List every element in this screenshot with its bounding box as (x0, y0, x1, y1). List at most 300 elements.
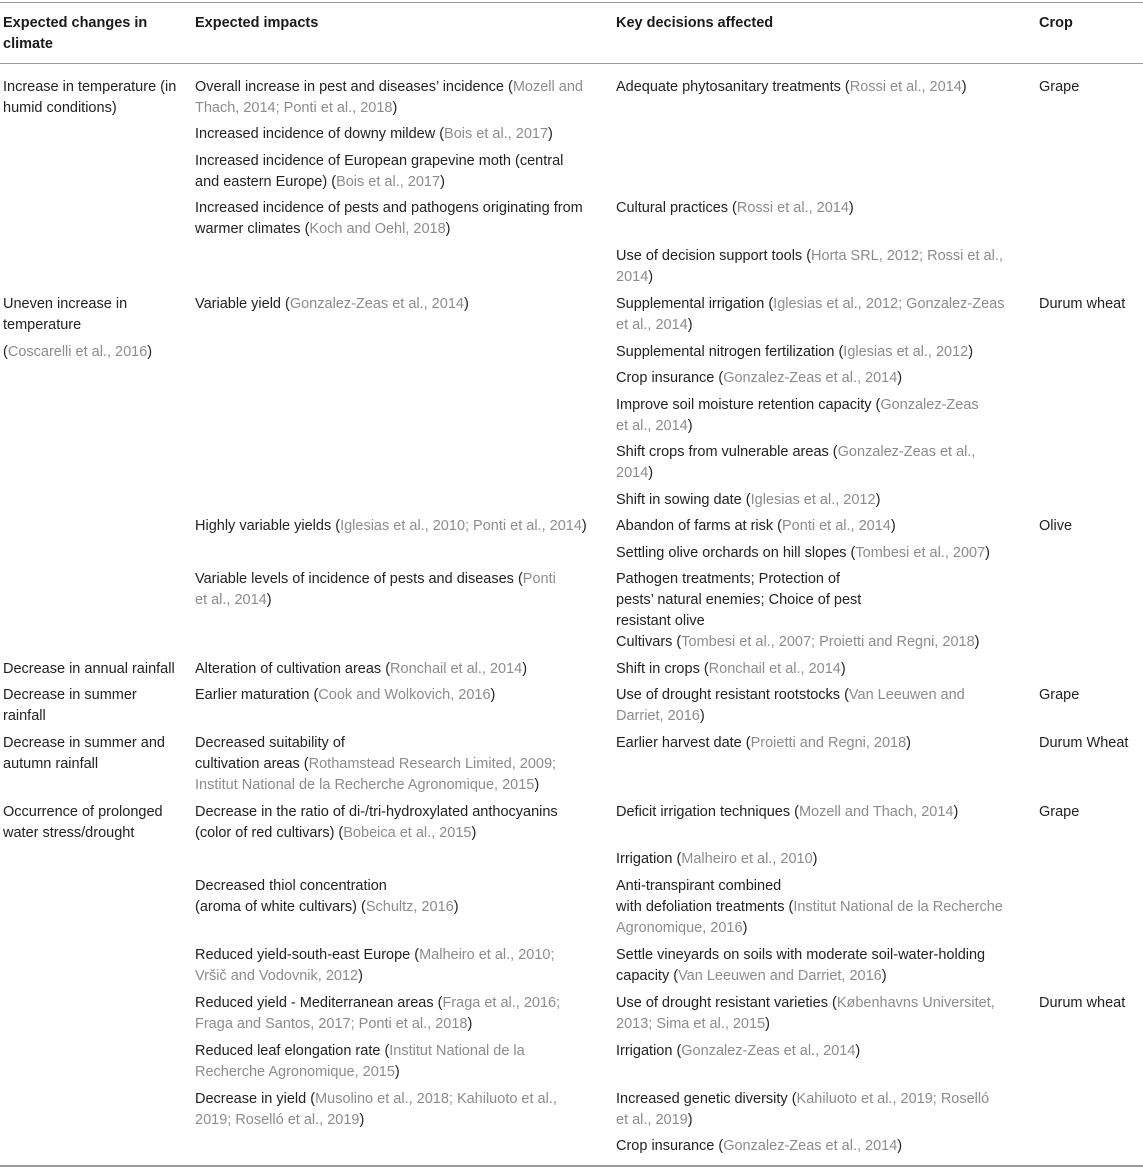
cell-text: Decrease in yield ( (195, 1091, 316, 1107)
cell-text: Highly variable yields ( (195, 518, 341, 534)
expected-change-cell (3, 685, 137, 727)
reference-link[interactable]: 2019; Roselló et al., 2019 (195, 1112, 360, 1128)
cell-line (616, 876, 1003, 897)
table-top-rule (0, 2, 1143, 3)
reference-link[interactable]: Ponti et al., 2014 (782, 518, 891, 534)
cell-line (1039, 802, 1079, 823)
cell-text: ) (840, 661, 846, 677)
cell-line (195, 198, 583, 219)
reference-link[interactable]: Gonzalez-Zeas et al., 2014 (681, 1043, 856, 1059)
cell-text: Crop insurance ( (616, 1138, 724, 1154)
cell-line (616, 993, 995, 1014)
key-decision-cell (616, 733, 911, 754)
reference-link[interactable]: Ponti (522, 571, 556, 587)
reference-link[interactable]: Kahiluoto et al., 2019; Roselló (796, 1091, 990, 1107)
cell-text: Crop insurance ( (616, 370, 724, 386)
cell-line (195, 876, 459, 897)
cell-text: ) (985, 545, 990, 561)
cell-line (195, 802, 558, 823)
cell-line (616, 77, 967, 98)
cell-text: ) (974, 634, 980, 650)
reference-link[interactable]: Mozell and Thach, 2014 (798, 804, 954, 820)
cell-text: ) (890, 518, 896, 534)
cell-line (1039, 516, 1072, 537)
cell-text: ) (394, 1064, 400, 1080)
cell-text: Increased genetic diversity ( (616, 1091, 797, 1107)
key-decision-cell (616, 802, 958, 823)
cell-line (195, 516, 587, 537)
reference-link[interactable]: Gonzalez-Zeas (880, 397, 979, 413)
expected-impact-cell (195, 516, 587, 537)
reference-link[interactable]: Fraga et al., 2016; (442, 995, 561, 1011)
reference-link[interactable]: Iglesias et al., 2010; Ponti et al., 2014 (340, 518, 582, 534)
cell-text: Use of drought resistant varieties ( (616, 995, 837, 1011)
cell-text: Supplemental nitrogen fertilization ( (616, 344, 844, 360)
cell-text: ) (147, 344, 153, 360)
reference-link[interactable]: Cook and Wolkovich, 2016 (318, 687, 491, 703)
key-decision-cell (616, 342, 973, 363)
cell-text: warmer climates ( (195, 221, 310, 237)
expected-impact-cell (195, 876, 459, 918)
cell-line (3, 98, 176, 119)
reference-link[interactable]: Københavns Universitet, (836, 995, 995, 1011)
expected-impact-cell (195, 124, 553, 145)
table-bottom-rule (0, 1165, 1143, 1167)
key-decision-cell (616, 395, 979, 437)
key-decision-cell (616, 77, 967, 98)
cell-line (195, 733, 556, 754)
reference-link[interactable]: Iglesias et al., 2012; Gonzalez-Zeas (773, 296, 1005, 312)
cell-line (3, 706, 137, 727)
cell-line (1039, 685, 1079, 706)
cell-text: Pathogen treatments; Protection of (616, 571, 841, 587)
cell-text: Variable levels of incidence of pests and diseases ( (195, 571, 523, 587)
cell-text: ) (471, 825, 477, 841)
cell-line (3, 823, 163, 844)
key-decision-cell (616, 659, 846, 680)
cell-text: Use of drought resistant rootstocks ( (616, 687, 849, 703)
cell-line (616, 442, 975, 463)
key-decision-cell (616, 246, 1003, 288)
cell-text: ) (467, 1016, 473, 1032)
cell-line (195, 897, 459, 918)
cell-line (616, 685, 965, 706)
cell-text: Decrease in summer and (3, 735, 165, 751)
cell-text: autumn rainfall (3, 756, 99, 772)
cell-text: Increase in temperature (in (3, 79, 177, 95)
cell-line (1039, 733, 1128, 754)
cell-text: Grape (1039, 79, 1080, 95)
reference-link[interactable]: 2014 (616, 465, 649, 481)
expected-impact-cell (195, 569, 556, 611)
expected-change-cell (3, 294, 127, 336)
reference-link[interactable]: Vršič and Vodovnik, 2012 (195, 968, 359, 984)
cell-line (195, 294, 469, 315)
cell-line (195, 1062, 525, 1083)
key-decision-cell (616, 1041, 860, 1062)
cell-line (1039, 294, 1125, 315)
cell-line (195, 219, 583, 240)
expected-impact-cell (195, 198, 583, 240)
cell-line (195, 124, 553, 145)
cell-text: ) (906, 735, 912, 751)
cell-text: Irrigation ( (616, 851, 682, 867)
cell-line (195, 945, 555, 966)
cell-line (616, 395, 979, 416)
cell-line (616, 590, 980, 611)
reference-link[interactable]: Van Leeuwen and Darriet, 2016 (678, 968, 882, 984)
cell-text: ) (875, 492, 881, 508)
cell-text: ) (812, 851, 818, 867)
cell-line (616, 267, 1003, 288)
cell-line (616, 342, 973, 363)
cell-line (616, 897, 1003, 918)
crop-cell (1039, 685, 1079, 706)
crop-cell (1039, 733, 1128, 754)
cell-text: ) (897, 1138, 903, 1154)
cell-text: Cultivars ( (616, 634, 682, 650)
cell-text: ) (699, 708, 705, 724)
cell-line (616, 543, 990, 564)
reference-link[interactable]: et al., 2014 (195, 592, 267, 608)
reference-link[interactable]: Ronchail et al., 2014 (708, 661, 841, 677)
cell-line (195, 569, 556, 590)
cell-text: ) (968, 344, 974, 360)
cell-line (616, 463, 975, 484)
cell-text: temperature (3, 317, 82, 333)
cell-text: Increased incidence of European grapevine moth (central (195, 153, 564, 169)
cell-text: ) (848, 200, 854, 216)
cell-text: Decreased thiol concentration (195, 878, 387, 894)
key-decision-cell (616, 1089, 989, 1131)
expected-change-cell (3, 342, 152, 363)
cell-text: Grape (1039, 687, 1080, 703)
cell-text: resistant olive (616, 613, 705, 629)
cell-line (195, 775, 556, 796)
cell-text: ) (453, 899, 459, 915)
cell-line (3, 659, 175, 680)
cell-line (616, 368, 902, 389)
expected-impact-cell (195, 151, 563, 193)
cell-text: Settling olive orchards on hill slopes ( (616, 545, 856, 561)
cell-text: ) (266, 592, 272, 608)
cell-text: Uneven increase in (3, 296, 128, 312)
reference-link[interactable]: Institut National de la Recherche (793, 899, 1003, 915)
expected-impact-cell (195, 802, 558, 844)
cell-text: Durum wheat (1039, 995, 1126, 1011)
cell-line (616, 294, 1005, 315)
reference-link[interactable]: Gonzalez-Zeas et al., 2014 (289, 296, 464, 312)
cell-line (195, 77, 583, 98)
cell-text: ) (581, 518, 587, 534)
expected-change-cell (3, 77, 176, 119)
reference-link[interactable]: Agronomique, 2016 (616, 920, 743, 936)
key-decision-cell (616, 516, 896, 537)
reference-link[interactable]: Iglesias et al., 2012 (750, 492, 876, 508)
reference-link[interactable]: Koch and Oehl, 2018 (309, 221, 446, 237)
cell-text: with defoliation treatments ( (616, 899, 794, 915)
expected-impact-cell (195, 733, 556, 796)
cell-line (1039, 77, 1079, 98)
cell-text: Alteration of cultivation areas ( (195, 661, 391, 677)
reference-link[interactable]: et al., 2014 (616, 317, 688, 333)
cell-line (616, 632, 980, 653)
reference-link[interactable]: Recherche Agronomique, 2015 (195, 1064, 395, 1080)
cell-line (3, 342, 152, 363)
expected-impact-cell (195, 294, 469, 315)
reference-link[interactable]: Horta SRL, 2012; Rossi et al., (811, 248, 1003, 264)
cell-text: Improve soil moisture retention capacity ( (616, 397, 881, 413)
cell-text: ) (742, 920, 748, 936)
header-expected-impacts: Expected impacts (195, 15, 319, 31)
expected-impact-cell (195, 77, 583, 119)
cell-line (616, 849, 818, 870)
reference-link[interactable]: Malheiro et al., 2010 (681, 851, 813, 867)
cell-text: Increased incidence of downy mildew ( (195, 126, 445, 142)
cell-text: Anti-transpirant combined (616, 878, 782, 894)
cell-text: Shift in crops ( (616, 661, 709, 677)
cell-line (616, 918, 1003, 939)
cell-text: and eastern Europe) ( (195, 174, 337, 190)
cell-line (3, 733, 165, 754)
key-decision-cell (616, 543, 990, 564)
cell-line (3, 802, 163, 823)
cell-line (616, 733, 911, 754)
cell-text: Earlier harvest date ( (616, 735, 751, 751)
key-decision-cell (616, 490, 880, 511)
cell-text: ) (897, 370, 903, 386)
cell-line (616, 706, 965, 727)
cell-text: ) (881, 968, 887, 984)
key-decision-cell (616, 685, 965, 727)
cell-line (616, 569, 980, 590)
cell-line (3, 315, 127, 336)
key-decision-cell (616, 1136, 902, 1157)
cell-line (616, 1014, 995, 1035)
cell-text: ) (522, 661, 528, 677)
cell-text: ) (463, 296, 469, 312)
cell-text: Settle vineyards on soils with moderate soil-water-holding (616, 947, 986, 963)
cell-line (3, 685, 137, 706)
cell-line (616, 1136, 902, 1157)
cell-text: Variable yield ( (195, 296, 290, 312)
cell-text: Grape (1039, 804, 1080, 820)
cell-text: ) (687, 1112, 693, 1128)
cell-text: water stress/drought (3, 825, 135, 841)
cell-text: ( (3, 344, 8, 360)
crop-cell (1039, 516, 1072, 537)
cell-text: humid conditions) (3, 100, 117, 116)
expected-change-cell (3, 733, 165, 775)
expected-change-cell (3, 659, 175, 680)
cell-text: ) (855, 1043, 861, 1059)
cell-line (195, 993, 560, 1014)
cell-line (616, 198, 854, 219)
expected-impact-cell (195, 1041, 525, 1083)
cell-text: Decreased suitability of (195, 735, 345, 751)
cell-text: Shift crops from vulnerable areas ( (616, 444, 838, 460)
reference-link[interactable]: Proietti and Regni, 2018 (750, 735, 907, 751)
cell-line (616, 416, 979, 437)
expected-impact-cell (195, 993, 560, 1035)
cell-line (195, 823, 558, 844)
cell-text: ) (548, 126, 553, 142)
cell-line (616, 1089, 989, 1110)
cell-text: Decrease in summer (3, 687, 137, 703)
cell-line (616, 966, 985, 987)
cell-text: Increased incidence of pests and pathogens originating from (195, 200, 583, 216)
cell-line (3, 754, 165, 775)
cell-text: Decrease in the ratio of di-/tri-hydroxylated anthocyanins (195, 804, 558, 820)
cell-line (195, 966, 555, 987)
expected-impact-cell (195, 945, 555, 987)
key-decision-cell (616, 368, 902, 389)
cell-text: cultivation areas ( (195, 756, 309, 772)
cell-text: pests’ natural enemies; Choice of pest (616, 592, 862, 608)
cell-text: ) (648, 269, 654, 285)
reference-link[interactable]: Ronchail et al., 2014 (390, 661, 523, 677)
cell-line (195, 754, 556, 775)
cell-text: Cultural practices ( (616, 200, 737, 216)
cell-line (195, 98, 583, 119)
cell-text: Shift in sowing date ( (616, 492, 751, 508)
reference-link[interactable]: Gonzalez-Zeas et al., 2014 (723, 370, 898, 386)
reference-link[interactable]: Darriet, 2016 (616, 708, 700, 724)
header-bottom-rule (0, 63, 1143, 64)
cell-text: ) (765, 1016, 770, 1032)
reference-link[interactable]: 2013; Sima et al., 2015 (616, 1016, 766, 1032)
reference-link[interactable]: et al., 2014 (616, 418, 688, 434)
reference-link[interactable]: Bois et al., 2017 (444, 126, 549, 142)
cell-text: ) (687, 418, 693, 434)
key-decision-cell (616, 849, 818, 870)
cell-text: Abandon of farms at risk ( (616, 518, 783, 534)
reference-link[interactable]: Institut National de la (389, 1043, 525, 1059)
reference-link[interactable]: Van Leeuwen and (848, 687, 965, 703)
cell-line (195, 172, 563, 193)
cell-line (3, 294, 127, 315)
key-decision-cell (616, 198, 854, 219)
cell-line (195, 1041, 525, 1062)
cell-text: capacity ( (616, 968, 679, 984)
key-decision-cell (616, 993, 995, 1035)
cell-text: Overall increase in pest and diseases’ incidence ( (195, 79, 513, 95)
cell-line (1039, 993, 1125, 1014)
reference-link[interactable]: et al., 2019 (616, 1112, 688, 1128)
crop-cell (1039, 802, 1079, 823)
key-decision-cell (616, 569, 980, 653)
cell-text: Reduced yield-south-east Europe ( (195, 947, 420, 963)
cell-line (616, 1110, 989, 1131)
cell-text: ) (490, 687, 496, 703)
cell-text: ) (648, 465, 654, 481)
cell-line (616, 945, 985, 966)
reference-link[interactable]: Schultz, 2016 (365, 899, 454, 915)
cell-line (195, 151, 563, 172)
reference-link[interactable]: Iglesias et al., 2012 (843, 344, 969, 360)
reference-link[interactable]: Coscarelli et al., 2016 (7, 344, 148, 360)
cell-text: Deficit irrigation techniques ( (616, 804, 799, 820)
cell-line (616, 490, 880, 511)
cell-text: Reduced leaf elongation rate ( (195, 1043, 390, 1059)
cell-text: ) (359, 1112, 365, 1128)
cell-line (3, 77, 176, 98)
reference-link[interactable]: Fraga and Santos, 2017; Ponti et al., 2018 (195, 1016, 468, 1032)
key-decision-cell (616, 294, 1005, 336)
cell-text: ) (392, 100, 398, 116)
reference-link[interactable]: Musolino et al., 2018; Kahiluoto et al., (315, 1091, 557, 1107)
crop-cell (1039, 77, 1079, 98)
cell-text: Use of decision support tools ( (616, 248, 812, 264)
key-decision-cell (616, 876, 1003, 939)
cell-text: rainfall (3, 708, 46, 724)
cell-text: Supplemental irrigation ( (616, 296, 774, 312)
cell-line (616, 1041, 860, 1062)
cell-text: Durum Wheat (1039, 735, 1129, 751)
expected-change-cell (3, 802, 163, 844)
reference-link[interactable]: Tombesi et al., 2007 (855, 545, 986, 561)
cell-text: Earlier maturation ( (195, 687, 319, 703)
cell-text: ) (440, 174, 445, 190)
reference-link[interactable]: Mozell and (512, 79, 583, 95)
cell-line (195, 659, 527, 680)
cell-line (616, 659, 846, 680)
cell-line (616, 516, 896, 537)
reference-link[interactable]: 2014 (616, 269, 649, 285)
cell-line (616, 315, 1005, 336)
cell-line (195, 1014, 560, 1035)
cell-line (616, 611, 980, 632)
expected-impact-cell (195, 1089, 557, 1131)
header-expected-changes: Expected changes in climate (3, 15, 148, 52)
reference-link[interactable]: Gonzalez-Zeas et al., (837, 444, 976, 460)
reference-link[interactable]: Rossi et al., 2014 (736, 200, 849, 216)
cell-text: ) (961, 79, 967, 95)
cell-line (195, 685, 495, 706)
reference-link[interactable]: Thach, 2014; Ponti et al., 2018 (195, 100, 393, 116)
crop-cell (1039, 294, 1125, 315)
cell-text: (color of red cultivars) ( (195, 825, 344, 841)
cell-text: Irrigation ( (616, 1043, 682, 1059)
reference-link[interactable]: Bois et al., 2017 (336, 174, 441, 190)
key-decision-cell (616, 442, 975, 484)
reference-link[interactable]: Gonzalez-Zeas et al., 2014 (723, 1138, 898, 1154)
cell-text: Durum wheat (1039, 296, 1126, 312)
header-crop: Crop (1039, 15, 1073, 31)
cell-line (195, 590, 556, 611)
cell-line (616, 246, 1003, 267)
cell-text: Occurrence of prolonged (3, 804, 163, 820)
cell-text: ) (358, 968, 363, 984)
reference-link[interactable]: Bobeica et al., 2015 (343, 825, 472, 841)
reference-link[interactable]: Rossi et al., 2014 (849, 79, 962, 95)
reference-link[interactable]: Rothamstead Research Limited, 2009; (308, 756, 557, 772)
key-decision-cell (616, 945, 985, 987)
cell-text: ) (445, 221, 451, 237)
cell-line (616, 802, 958, 823)
cell-line (195, 1089, 557, 1110)
expected-impact-cell (195, 659, 527, 680)
cell-text: Reduced yield - Mediterranean areas ( (195, 995, 443, 1011)
reference-link[interactable]: Institut National de la Recherche Agronomique, 2015 (195, 777, 535, 793)
cell-line (195, 1110, 557, 1131)
header-key-decisions: Key decisions affected (616, 15, 774, 31)
cell-text: Decrease in annual rainfall (3, 661, 175, 677)
reference-link[interactable]: Malheiro et al., 2010; (419, 947, 555, 963)
cell-text: ) (534, 777, 540, 793)
reference-link[interactable]: Tombesi et al., 2007; Proietti and Regni, 2018 (681, 634, 975, 650)
cell-text: ) (687, 317, 693, 333)
